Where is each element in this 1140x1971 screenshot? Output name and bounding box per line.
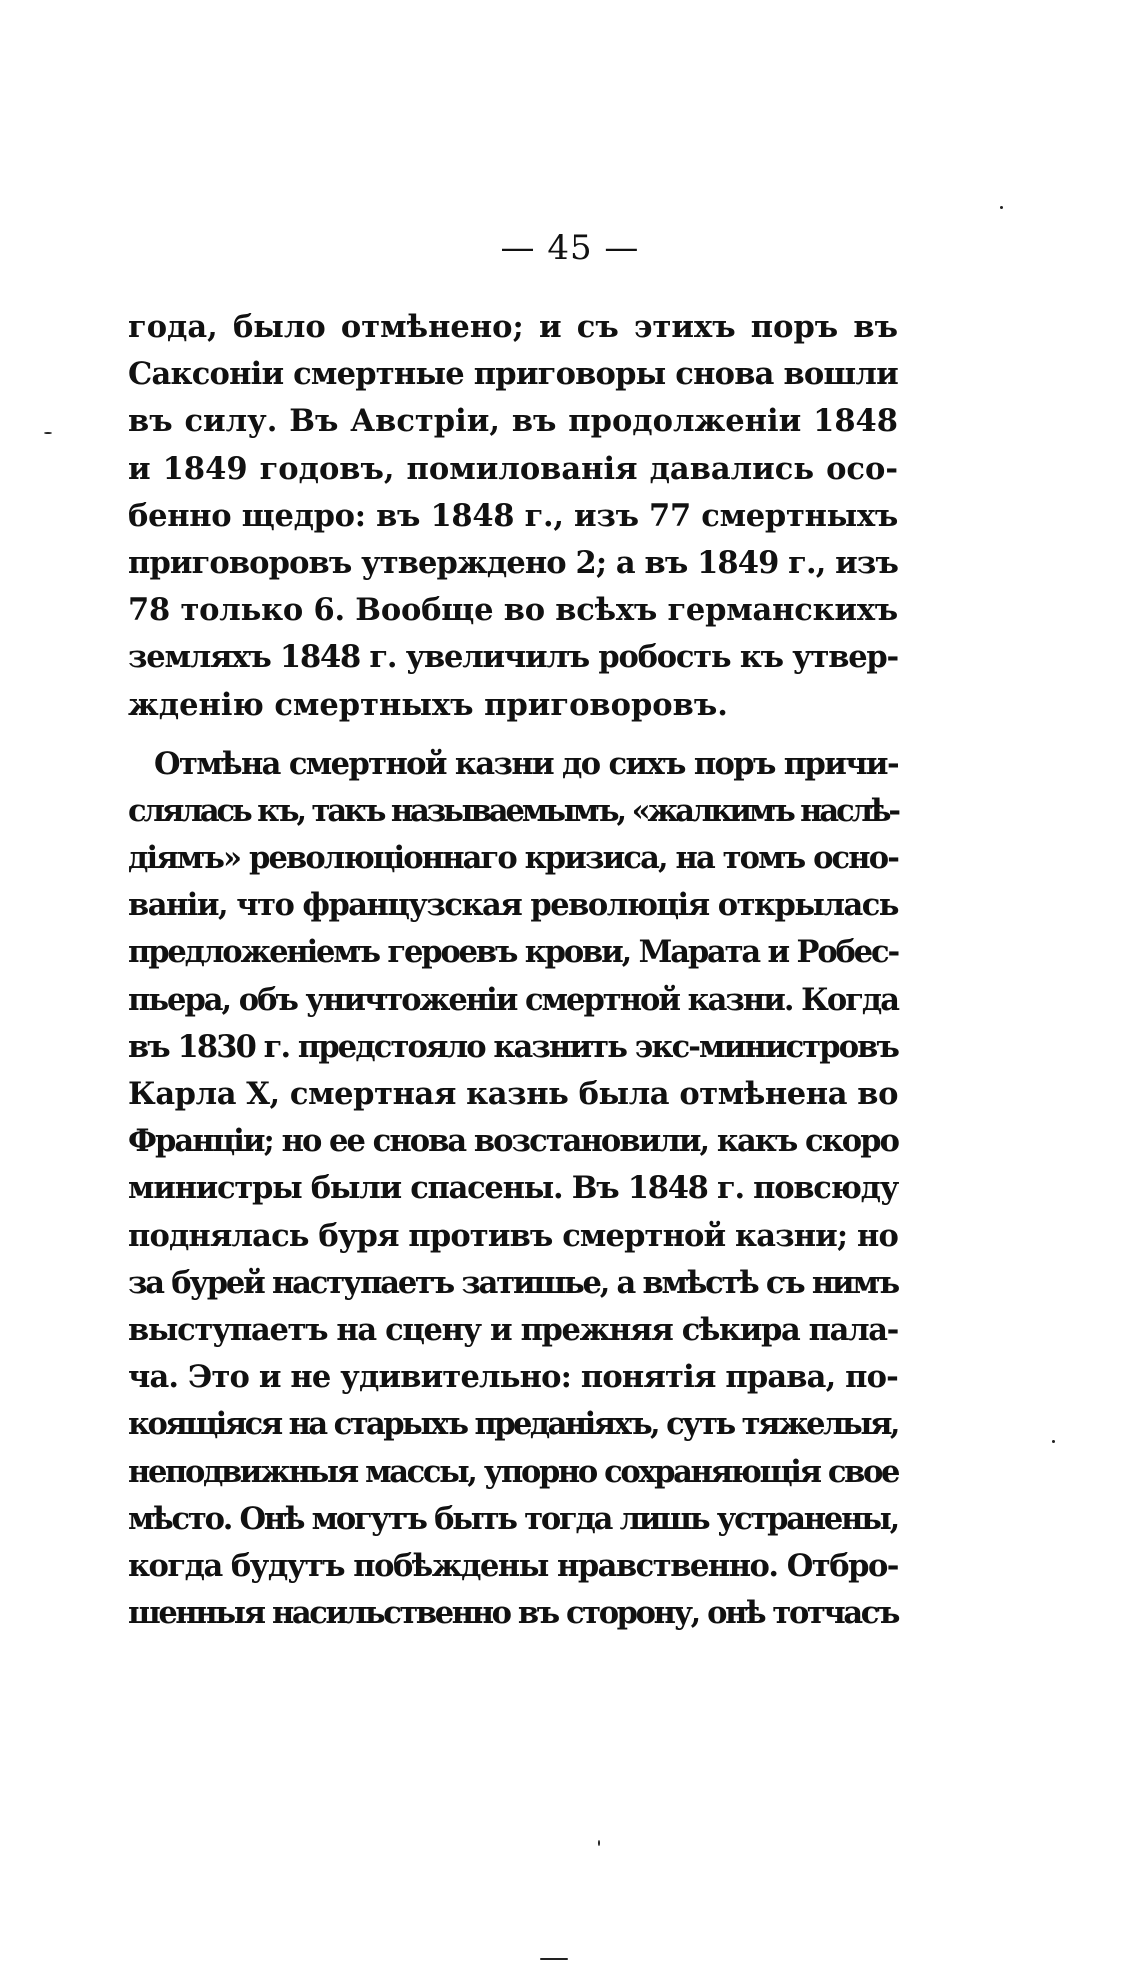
body-text — [128, 304, 898, 1637]
text-line: ваніи, что французская революція открылась — [128, 887, 898, 924]
text-line: діямъ» революціоннаго кризиса, на томъ осно- — [128, 840, 898, 877]
text-line: неподвижныя массы, упорно сохраняющія свое — [128, 1453, 898, 1490]
text-line: пьера, объ уничтоженіи смертной казни. Когда — [128, 981, 898, 1018]
page-number: — 45 — — [500, 228, 640, 268]
text-line: приговоровъ утверждено 2; а въ 1849 г., изъ — [128, 544, 898, 581]
text-line: за бурей наступаетъ затишье, а вмѣстѣ съ нимъ — [128, 1264, 898, 1301]
text-line: ча. Это и не удивительно: понятія права, по- — [128, 1359, 898, 1396]
text-line: слялась къ, такъ называемымъ, «жалкимъ наслѣ- — [128, 792, 898, 829]
text-line: Отмѣна смертной казни до сихъ поръ причи- — [154, 745, 898, 782]
text-line: жденію смертныхъ приговоровъ. — [128, 686, 728, 723]
text-line: и 1849 годовъ, помилованія давались осо- — [128, 450, 898, 487]
text-line: когда будутъ побѣждены нравственно. Отбро- — [128, 1547, 898, 1584]
scan-speck — [1052, 1440, 1055, 1443]
text-line: 78 только 6. Вообще во всѣхъ германскихъ — [128, 592, 898, 629]
text-line: шенныя насильственно въ сторону, онѣ тотчасъ — [128, 1595, 898, 1632]
text-line: Саксоніи смертные приговоры снова вошли — [128, 356, 898, 393]
scan-speck — [598, 1840, 600, 1846]
scan-speck — [1000, 206, 1003, 209]
text-line: выступаетъ на сцену и прежняя сѣкира пала- — [128, 1311, 898, 1348]
scan-speck — [540, 1958, 568, 1960]
text-line: въ силу. Въ Австріи, въ продолженіи 1848 — [128, 403, 898, 440]
text-line: въ 1830 г. предстояло казнить экс-министровъ — [128, 1028, 898, 1065]
text-line: коящіяся на старыхъ преданіяхъ, суть тяжелыя, — [128, 1406, 898, 1443]
text-line: Карла X, смертная казнь была отмѣнена во — [128, 1076, 898, 1112]
text-line: Франціи; но ее снова возстановили, какъ скоро — [128, 1123, 898, 1160]
text-line: предложеніемъ героевъ крови, Марата и Робес- — [128, 934, 898, 971]
paragraph-1 — [128, 304, 898, 729]
text-line: министры были спасены. Въ 1848 г. повсюду — [128, 1170, 898, 1207]
text-line: бенно щедро: въ 1848 г., изъ 77 смертныхъ — [128, 497, 898, 534]
paragraph-2 — [128, 741, 898, 1638]
scan-speck — [44, 432, 52, 434]
paragraph-gap — [128, 729, 898, 741]
text-line: поднялась буря противъ смертной казни; но — [128, 1217, 898, 1254]
text-line: года, было отмѣнено; и съ этихъ поръ въ — [128, 309, 898, 345]
text-line: земляхъ 1848 г. увеличилъ робость къ утвер- — [128, 639, 898, 676]
text-line: мѣсто. Онѣ могутъ быть тогда лишь устранены, — [128, 1500, 898, 1537]
